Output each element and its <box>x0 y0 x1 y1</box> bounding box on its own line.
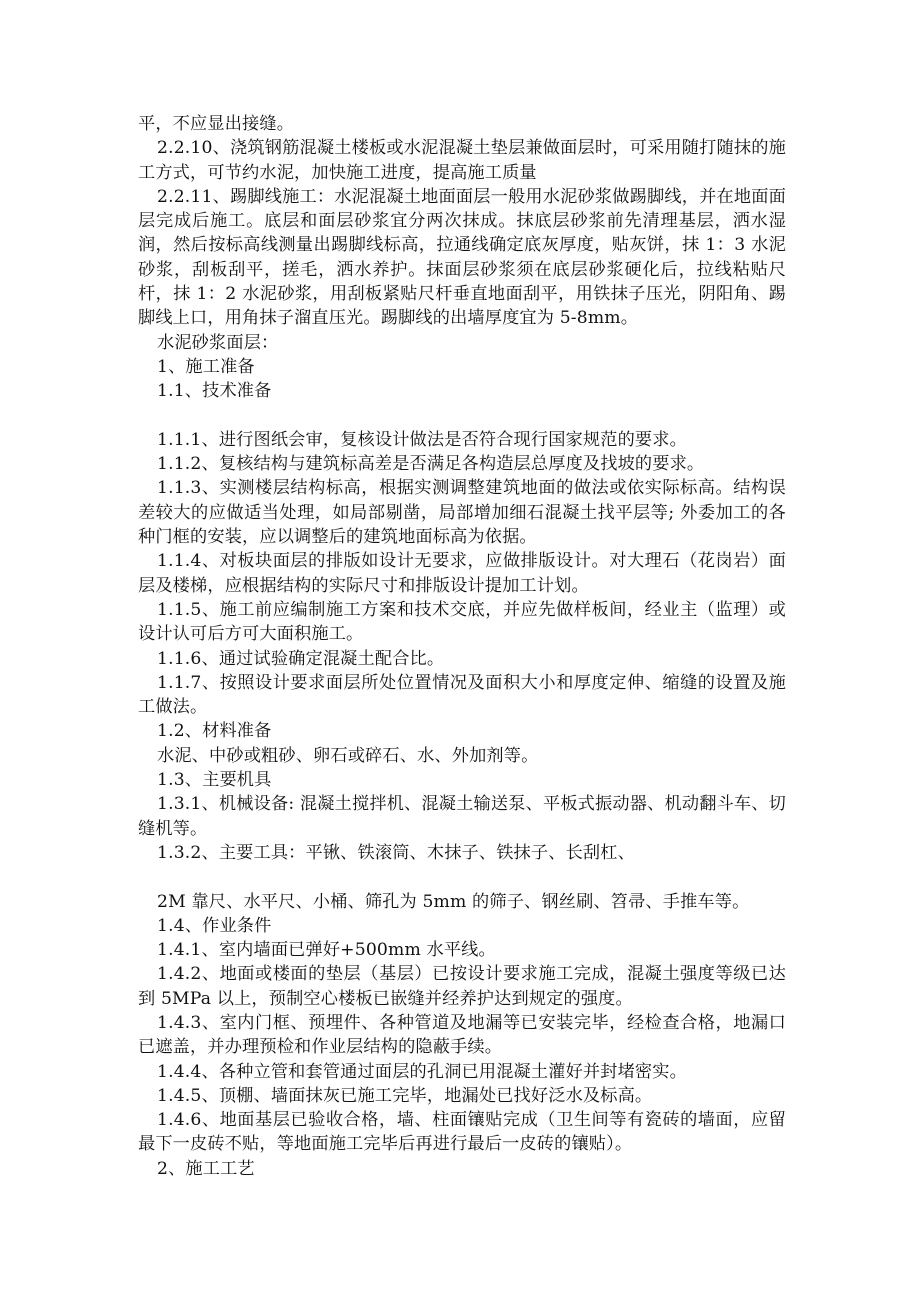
paragraph-1-3-2: 1.3.2、主要工具：平锹、铁滚筒、木抹子、铁抹子、长刮杠、 <box>157 842 635 863</box>
heading-1-4-work-conditions: 1.4、作业条件 <box>157 915 272 936</box>
paragraph-1-1-5: 1.1.5、施工前应编制施工方案和技术交底，并应先做样板间，经业主（监理）或设计认可后方可大面积施工。 <box>138 599 786 645</box>
paragraph-1-1-1: 1.1.1、进行图纸会审，复核设计做法是否符合现行国家规范的要求。 <box>157 429 687 450</box>
paragraph-continuation: 平，不应显出接缝。 <box>138 114 295 134</box>
paragraph-1-4-6: 1.4.6、地面基层已验收合格，墙、柱面镶贴完成（卫生间等有瓷砖的墙面，应留最下一皮砖不贴，等地面施工完毕后再进行最后一皮砖的镶贴）。 <box>138 1110 786 1155</box>
paragraph-1-1-6: 1.1.6、通过试验确定混凝土配合比。 <box>157 648 445 669</box>
heading-1-2-material-preparation: 1.2、材料准备 <box>157 721 272 742</box>
heading-1-3-main-equipment: 1.3、主要机具 <box>157 770 272 791</box>
paragraph-materials-list: 水泥、中砂或粗砂、卵石或碎石、水、外加剂等。 <box>157 745 539 766</box>
paragraph-1-4-3: 1.4.3、室内门框、预埋件、各种管道及地漏等已安装完毕，经检查合格，地漏口已遮盖，并办理预检和作业层结构的隐蔽手续。 <box>138 1012 786 1058</box>
heading-1-1-technical-preparation: 1.1、技术准备 <box>157 381 272 402</box>
paragraph-1-1-4: 1.1.4、对板块面层的排版如设计无要求，应做排版设计。对大理石（花岗岩）面层及楼梯，应根据结构的实际尺寸和排版设计提加工计划。 <box>138 551 786 596</box>
paragraph-1-4-5: 1.4.5、顶棚、墙面抹灰已施工完毕，地漏处已找好泛水及标高。 <box>157 1085 653 1106</box>
paragraph-2-2-11: 2.2.11、踢脚线施工：水泥混凝土地面面层一般用水泥砂浆做踢脚线，并在地面面层完成后施工。底层和面层砂浆宜分两次抹成。抹底层砂浆前先清理基层，洒水湿润，然后按标高线测量出踢脚线标高，拉通线确定底灰厚度，贴灰饼，抹 1：3 水泥砂浆，刮板刮平，搓毛，洒水养护。抹面层砂浆须在底层砂浆硬化后，拉线粘贴尺杆，抹 1：2 水泥砂浆，用刮板紧贴尺杆垂直地面刮平，用铁抹子压光，阴阳角、踢脚线上口，用角抹子溜直压光。踢脚线的出墙厚度宜为 5-8mm。 <box>138 186 786 329</box>
blank-line <box>138 865 786 889</box>
heading-1-construction-preparation: 1、施工准备 <box>157 356 255 377</box>
paragraph-2-2-10: 2.2.10、浇筑钢筋混凝土楼板或水泥混凝土垫层兼做面层时，可采用随打随抹的施工方式，可节约水泥，加快施工进度，提高施工质量 <box>138 138 786 183</box>
heading-2-construction-process: 2、施工工艺 <box>157 1158 255 1179</box>
document-body <box>138 112 786 1181</box>
paragraph-1-1-7: 1.1.7、按照设计要求面层所处位置情况及面积大小和厚度定伸、缩缝的设置及施工做法。 <box>138 672 786 718</box>
paragraph-1-1-3: 1.1.3、实测楼层结构标高，根据实测调整建筑地面的做法或依实际标高。结构误差较大的应做适当处理，如局部剔凿，局部增加细石混凝土找平层等; 外委加工的各种门框的安装，应以调整后的建筑地面标高为依据。 <box>138 478 786 548</box>
section-heading-cement-mortar-surface: 水泥砂浆面层： <box>157 332 279 353</box>
paragraph-1-1-2: 1.1.2、复核结构与建筑标高差是否满足各构造层总厚度及找坡的要求。 <box>157 454 705 475</box>
blank-line <box>138 404 786 428</box>
paragraph-1-4-2: 1.4.2、地面或楼面的垫层（基层）已按设计要求施工完成，混凝土强度等级已达到 5MPa 以上，预制空心楼板已嵌缝并经养护达到规定的强度。 <box>138 964 786 1009</box>
paragraph-1-4-1: 1.4.1、室内墙面已弹好+500mm 水平线。 <box>157 940 496 961</box>
paragraph-1-4-4: 1.4.4、各种立管和套管通过面层的孔洞已用混凝土灌好并封堵密实。 <box>157 1061 687 1082</box>
paragraph-tools-continued: 2M 靠尺、水平尺、小桶、筛孔为 5mm 的筛子、钢丝刷、笤帚、手推车等。 <box>157 891 750 912</box>
paragraph-1-3-1: 1.3.1、机械设备: 混凝土搅拌机、混凝土输送泵、平板式振动器、机动翻斗车、切缝机等。 <box>138 794 786 839</box>
